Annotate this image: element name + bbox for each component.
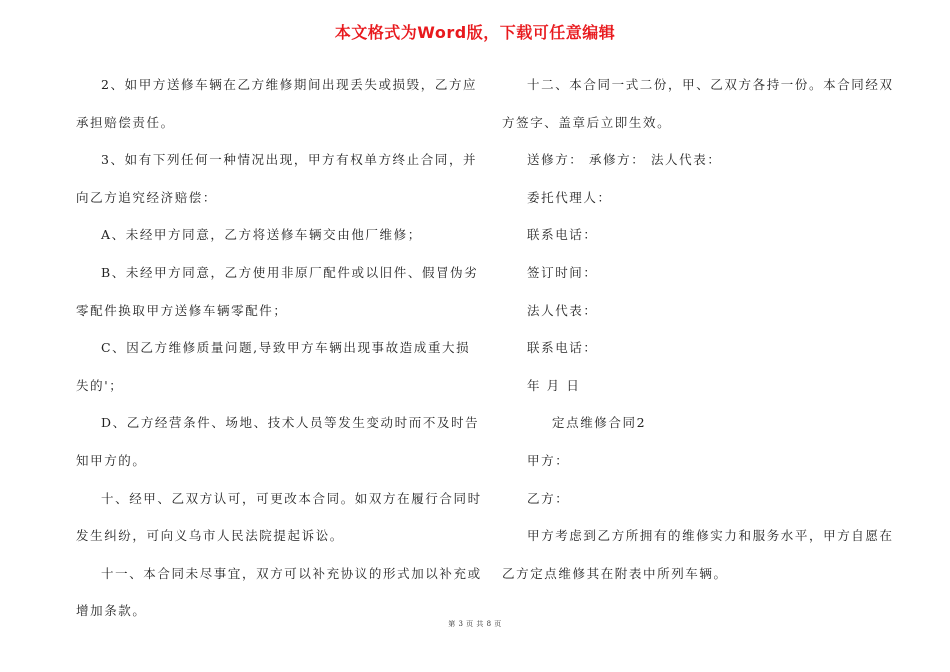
party-a-field: 甲方： xyxy=(527,452,570,468)
signature-parties-line: 送修方： 承修方： 法人代表： xyxy=(527,152,722,168)
clause-3-item-d: D、乙方经营条件、场地、技术人员等发生变动时而不及时告知甲方的。 xyxy=(76,415,480,468)
clause-11-paragraph: 十一、本合同未尽事宜，双方可以补充协议的形式加以补充或增加条款。 xyxy=(76,565,482,619)
left-column xyxy=(76,66,484,630)
document-banner: 本文格式为Word版，下载可任意编辑 xyxy=(334,23,616,42)
phone-field-1: 联系电话： xyxy=(527,227,598,243)
agent-field: 委托代理人： xyxy=(527,189,612,205)
clause-3-item-c: C、因乙方维修质量问题,导致甲方车辆出现事故造成重大损失的'； xyxy=(76,340,471,393)
sign-time-field: 签订时间： xyxy=(527,264,598,280)
right-column xyxy=(502,66,897,592)
clause-10-paragraph: 十、经甲、乙双方认可，可更改本合同。如双方在履行合同时发生纠纷，可向义乌市人民法院提起诉讼。 xyxy=(76,490,482,544)
phone-field-2: 联系电话： xyxy=(527,340,598,356)
page-number: 第 3 页 共 8 页 xyxy=(448,620,502,628)
section-title: 定点维修合同2 xyxy=(552,415,647,431)
clause-2-paragraph: 2、如甲方送修车辆在乙方维修期间出现丢失或损毁，乙方应承担赔偿责任。 xyxy=(76,77,478,130)
party-b-field: 乙方： xyxy=(527,490,570,506)
clause-3-paragraph: 3、如有下列任何一种情况出现，甲方有权单方终止合同，并向乙方追究经济赔偿： xyxy=(76,152,478,205)
clause-3-item-a: A、未经甲方同意，乙方将送修车辆交由他厂维修； xyxy=(101,227,422,243)
clause-12-paragraph: 十二、本合同一式二份，甲、乙双方各持一份。本合同经双方签字、盖章后立即生效。 xyxy=(502,77,894,130)
clause-3-item-b: B、未经甲方同意，乙方使用非原厂配件或以旧件、假冒伪劣零配件换取甲方送修车辆零配件； xyxy=(76,264,479,318)
legal-rep-field: 法人代表： xyxy=(527,302,598,318)
date-line: 年 月 日 xyxy=(527,377,581,393)
intro-paragraph: 甲方考虑到乙方所拥有的维修实力和服务水平，甲方自愿在乙方定点维修其在附表中所列车辆。 xyxy=(502,528,894,581)
